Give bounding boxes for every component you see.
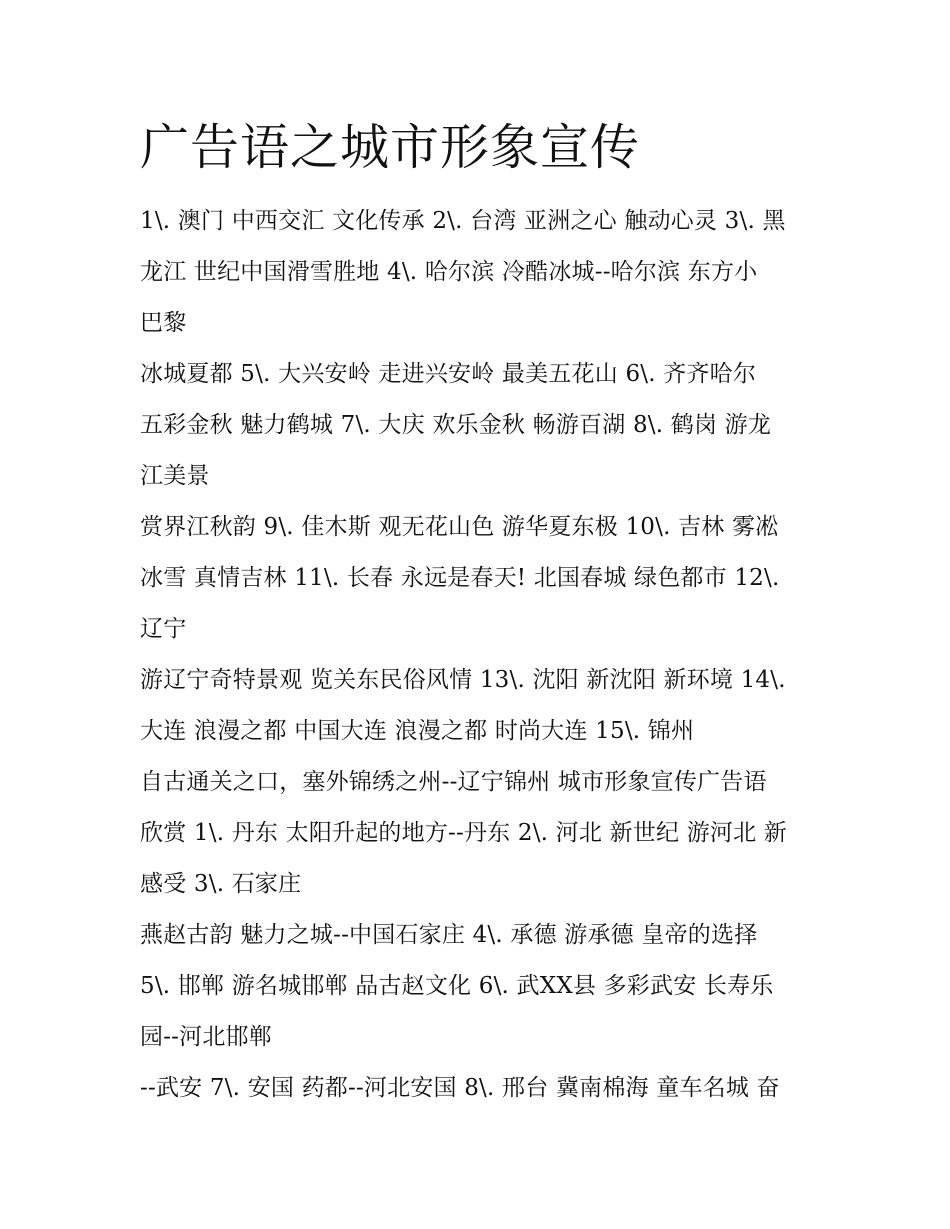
text-line: 感受 3\. 石家庄 bbox=[140, 871, 302, 897]
text-line: 自古通关之口，塞外锦绣之州--辽宁锦州 城市形象宣传广告语 bbox=[140, 769, 767, 795]
text-line: 游辽宁奇特景观 览关东民俗风情 13\. 沈阳 新沈阳 新环境 14\. bbox=[140, 667, 786, 693]
text-line: 江美景 bbox=[140, 463, 210, 489]
document-title: 广告语之城市形象宣传 bbox=[140, 119, 641, 176]
text-line: 园--河北邯郸 bbox=[140, 1024, 272, 1050]
document-body bbox=[140, 196, 820, 1114]
text-line: 赏界江秋韵 9\. 佳木斯 观无花山色 游华夏东极 10\. 吉林 雾凇 bbox=[140, 514, 779, 540]
text-line: 龙江 世纪中国滑雪胜地 4\. 哈尔滨 冷酷冰城--哈尔滨 东方小 bbox=[140, 259, 758, 285]
text-line: --武安 7\. 安国 药都--河北安国 8\. 邢台 冀南棉海 童车名城 奋 bbox=[140, 1075, 780, 1101]
text-line: 大连 浪漫之都 中国大连 浪漫之都 时尚大连 15\. 锦州 bbox=[140, 718, 695, 744]
text-line: 辽宁 bbox=[140, 616, 187, 642]
text-line: 巴黎 bbox=[140, 310, 187, 336]
text-line: 燕赵古韵 魅力之城--中国石家庄 4\. 承德 游承德 皇帝的选择 bbox=[140, 922, 758, 948]
text-line: 1\. 澳门 中西交汇 文化传承 2\. 台湾 亚洲之心 触动心灵 3\. 黑 bbox=[140, 208, 786, 234]
text-line: 冰雪 真情吉林 11\. 长春 永远是春天! 北国春城 绿色都市 12\. bbox=[140, 565, 780, 591]
text-line: 五彩金秋 魅力鹤城 7\. 大庆 欢乐金秋 畅游百湖 8\. 鹤岗 游龙 bbox=[140, 412, 772, 438]
text-line: 5\. 邯郸 游名城邯郸 品古赵文化 6\. 武XX县 多彩武安 长寿乐 bbox=[140, 973, 774, 999]
text-line: 冰城夏都 5\. 大兴安岭 走进兴安岭 最美五花山 6\. 齐齐哈尔 bbox=[140, 361, 757, 387]
text-line: 欣赏 1\. 丹东 太阳升起的地方--丹东 2\. 河北 新世纪 游河北 新 bbox=[140, 820, 788, 846]
